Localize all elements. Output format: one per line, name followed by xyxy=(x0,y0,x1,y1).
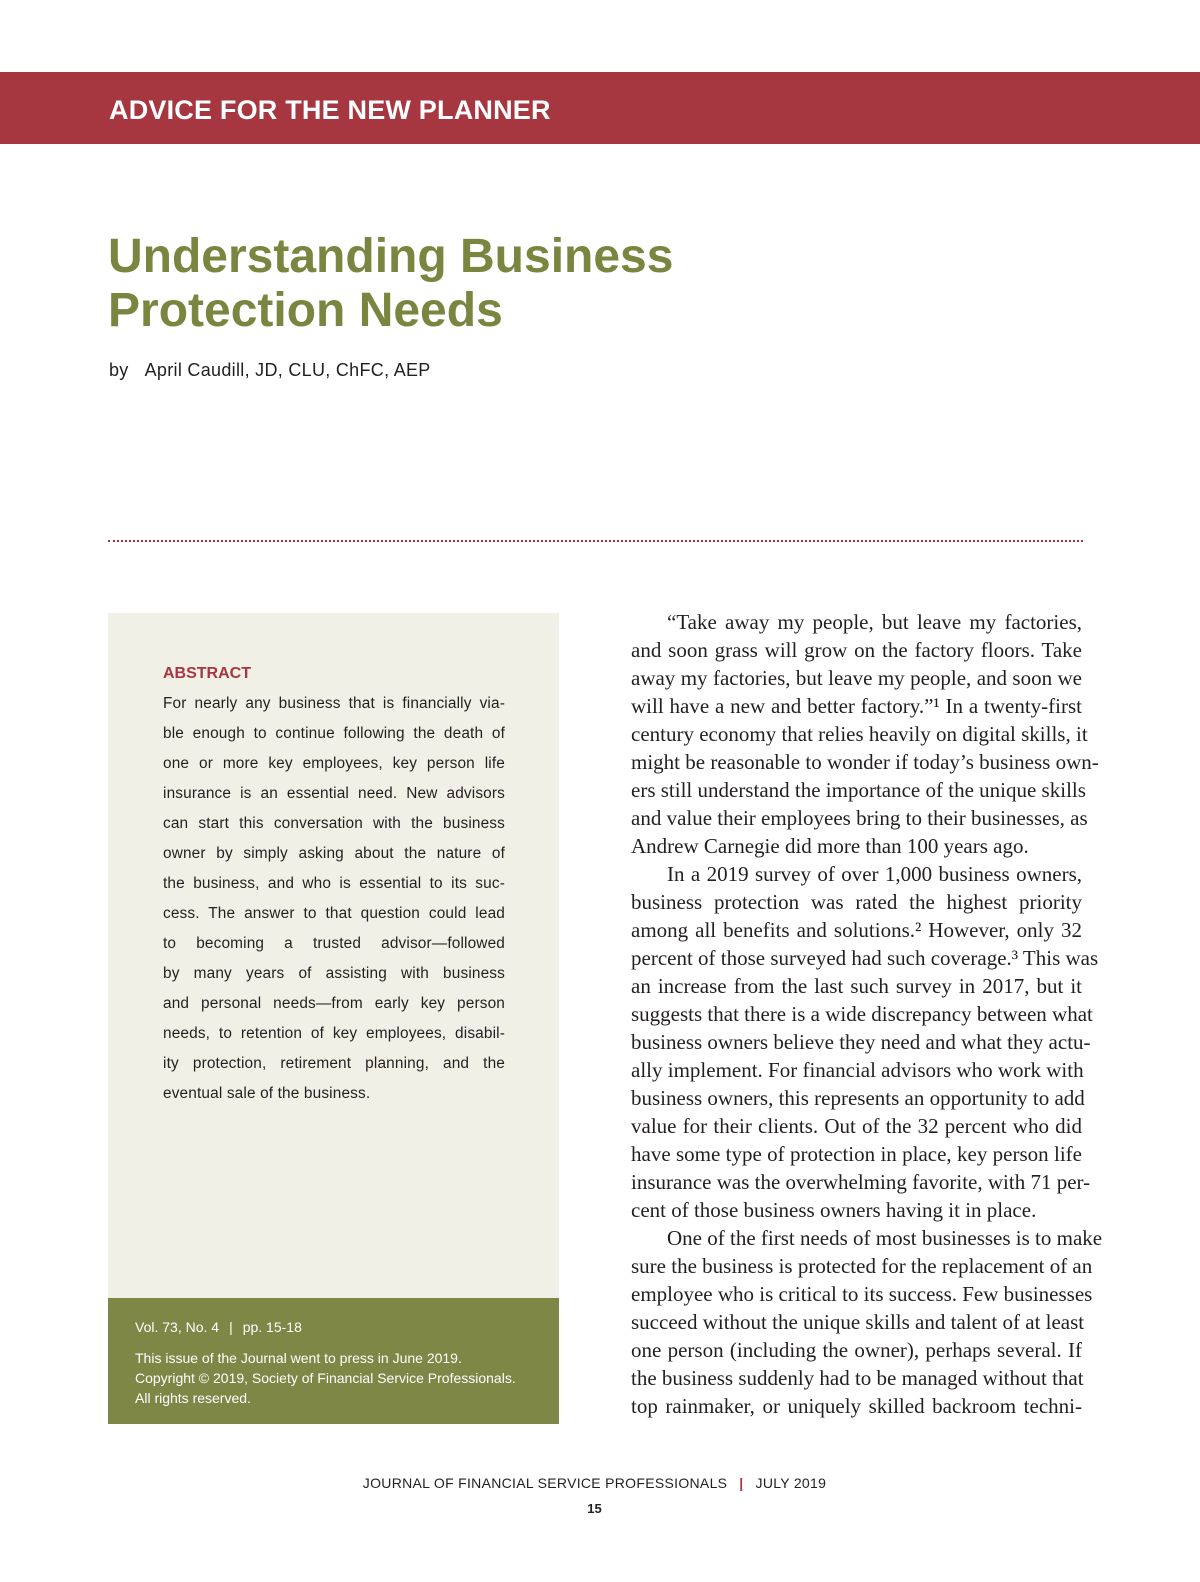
journal-name: JOURNAL OF FINANCIAL SERVICE PROFESSIONALS xyxy=(362,1475,728,1491)
abstract-line: ble enough to continue following the death of xyxy=(163,725,505,742)
body-line: top rainmaker, or uniquely skilled backroom techni- xyxy=(631,1394,1082,1418)
abstract-line: one or more key employees, key person life xyxy=(163,755,505,772)
body-line: Andrew Carnegie did more than 100 years ago. xyxy=(631,834,1029,858)
abstract-line: the business, and who is essential to its suc- xyxy=(163,875,505,892)
abstract-line: ity protection, retirement planning, and the xyxy=(163,1055,505,1072)
copyright-line: Copyright © 2019, Society of Financial Service Professionals. xyxy=(135,1370,516,1386)
volume-separator: | xyxy=(229,1319,233,1335)
body-line: ers still understand the importance of the unique skills xyxy=(631,778,1086,802)
body-line: among all benefits and solutions.² However, only 32 xyxy=(631,918,1082,942)
copyright-note xyxy=(135,1348,555,1408)
body-line: and value their employees bring to their businesses, as xyxy=(631,806,1088,830)
volume-info xyxy=(135,1318,302,1336)
body-line: will have a new and better factory.”¹ In a twenty-first xyxy=(631,694,1082,718)
author-name: April Caudill, JD, CLU, ChFC, AEP xyxy=(144,360,431,380)
abstract-text xyxy=(163,689,505,1109)
issue-date: JULY 2019 xyxy=(755,1475,827,1491)
divider xyxy=(108,540,1083,542)
body-line: business protection was rated the highest priority xyxy=(631,890,1082,914)
body-line: and soon grass will grow on the factory floors. Take xyxy=(631,638,1082,662)
page-range: pp. 15-18 xyxy=(242,1319,302,1335)
abstract-line: eventual sale of the business. xyxy=(163,1085,371,1102)
article-title-line: Protection Needs xyxy=(108,284,503,337)
abstract-line: to becoming a trusted advisor—followed xyxy=(163,935,505,952)
article-title xyxy=(108,230,808,338)
abstract-line: by many years of assisting with business xyxy=(163,965,505,982)
article-title-line: Understanding Business xyxy=(108,230,674,283)
body-line: “Take away my people, but leave my factories, xyxy=(667,610,1082,634)
body-line: ally implement. For financial advisors who work with xyxy=(631,1058,1084,1082)
body-line: cent of those business owners having it in place. xyxy=(631,1198,1037,1222)
body-line: succeed without the unique skills and talent of at least xyxy=(631,1310,1085,1334)
body-line: sure the business is protected for the replacement of an xyxy=(631,1254,1093,1278)
abstract-line: owner by simply asking about the nature of xyxy=(163,845,505,862)
abstract-line: and personal needs—from early key person xyxy=(163,995,505,1012)
body-line: the business suddenly had to be managed without that xyxy=(631,1366,1084,1390)
body-line: One of the first needs of most businesses is to make xyxy=(667,1226,1103,1250)
footer-separator: | xyxy=(739,1475,744,1491)
abstract-heading: ABSTRACT xyxy=(163,665,251,682)
abstract-line: insurance is an essential need. New advisors xyxy=(163,785,505,802)
byline xyxy=(109,358,431,382)
abstract-line: For nearly any business that is financially via- xyxy=(163,695,505,712)
copyright-line: All rights reserved. xyxy=(135,1390,251,1406)
abstract-line: needs, to retention of key employees, disabil- xyxy=(163,1025,505,1042)
body-line: an increase from the last such survey in 2017, but it xyxy=(631,974,1082,998)
running-footer xyxy=(0,1474,1189,1492)
body-line: century economy that relies heavily on digital skills, it xyxy=(631,722,1088,746)
body-line: business owners believe they need and what they actu- xyxy=(631,1030,1091,1054)
page-number: 15 xyxy=(587,1501,602,1516)
body-line: away my factories, but leave my people, and soon we xyxy=(631,666,1082,690)
body-line: employee who is critical to its success. Few businesses xyxy=(631,1282,1093,1306)
body-line: might be reasonable to wonder if today’s business own- xyxy=(631,750,1099,774)
body-line: have some type of protection in place, key person life xyxy=(631,1142,1082,1166)
body-line: value for their clients. Out of the 32 percent who did xyxy=(631,1114,1082,1138)
body-line: business owners, this represents an opportunity to add xyxy=(631,1086,1085,1110)
byline-prefix: by xyxy=(109,360,129,380)
body-line: one person (including the owner), perhaps several. If xyxy=(631,1338,1082,1362)
section-banner-title: ADVICE FOR THE NEW PLANNER xyxy=(109,95,551,125)
body-line: suggests that there is a wide discrepancy between what xyxy=(631,1002,1093,1026)
body-line: insurance was the overwhelming favorite, with 71 per- xyxy=(631,1170,1091,1194)
volume-number: Vol. 73, No. 4 xyxy=(135,1319,220,1335)
abstract-line: cess. The answer to that question could lead xyxy=(163,905,505,922)
body-line: In a 2019 survey of over 1,000 business owners, xyxy=(667,862,1082,886)
article-body xyxy=(631,608,1103,1420)
abstract-line: can start this conversation with the business xyxy=(163,815,505,832)
copyright-line: This issue of the Journal went to press in June 2019. xyxy=(135,1350,462,1366)
body-line: percent of those surveyed had such coverage.³ This was xyxy=(631,946,1099,970)
